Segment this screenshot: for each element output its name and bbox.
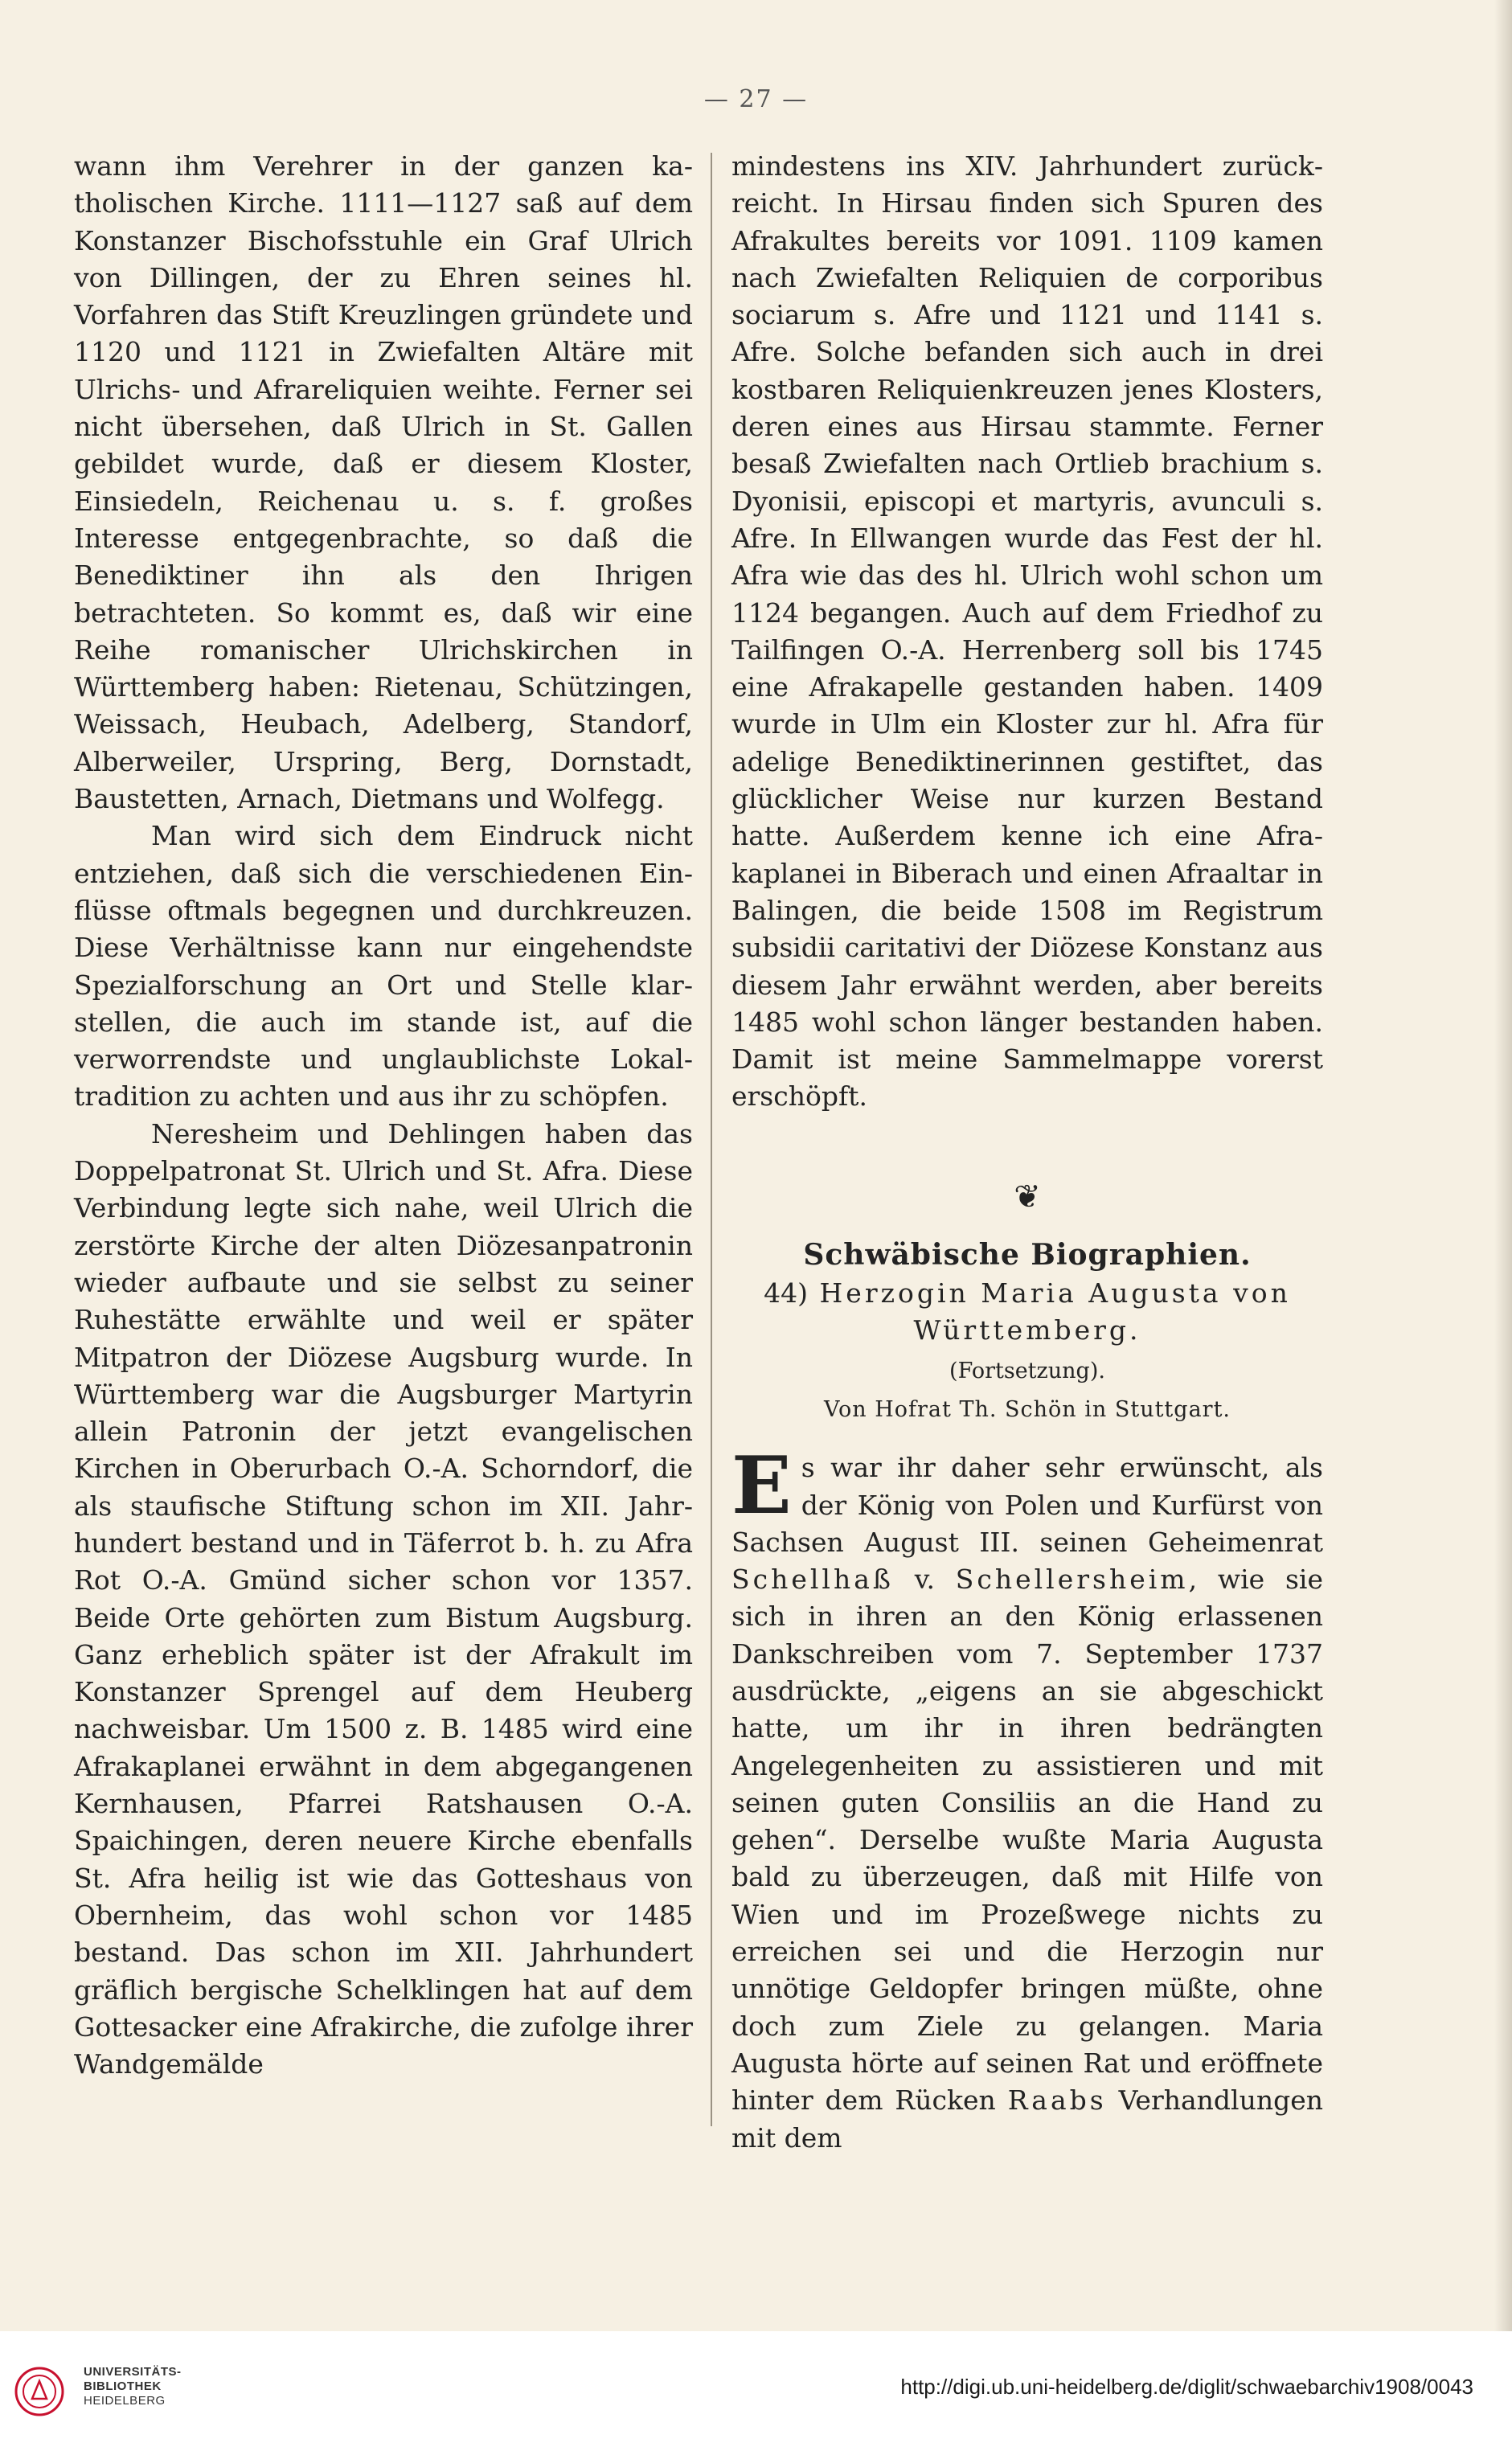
body-text: s war ihr daher sehr erwünscht, als der König von Polen und Kurfürst von Sachsen August III. seinen Geheimenrat xyxy=(731,1452,1323,1558)
left-column xyxy=(74,148,693,2083)
spaced-name: Schellhaß xyxy=(731,1564,894,1596)
fleuron-ornament-icon: ❦ xyxy=(1014,1178,1041,1215)
spaced-name: Raabs xyxy=(1007,2084,1107,2117)
body-text: , wie sie sich in ihren an den König erlassenen Dankschreiben vom 7. September 1737 ausdrückte, „eigens an sie abgeschickt hatte, um ihr in ihren bedrängten Angelegenheiten zu assistieren und mit seinen guten Consiliis an die Hand zu gehen“. Derselbe wußte Maria Augusta bald zu überzeugen, daß mit Hilfe von Wien und im Prozeßwege nichts zu erreichen sei und die Herzogin nur unnötige Geldopfer bringen müßte, ohne doch zum Ziele zu gelangen. Maria Augusta hörte auf seinen Rat und eröffnete hinter dem Rücken xyxy=(731,1564,1323,2117)
paragraph: Man wird sich dem Eindruck nicht entziehen, daß sich die verschiedenen Einflüsse oftmals begegnen und durchkreuzen. Diese Verhältnisse kann nur eingehendste Spezialforschung an Ort und Stelle klarstellen, die auch im stande ist, auf die verworrendste und unglaublichste Lokaltradition zu achten und aus ihr zu schöpfen. xyxy=(74,820,693,1113)
digitization-footer xyxy=(0,2331,1512,2451)
article-body xyxy=(731,1440,1323,2157)
column-divider xyxy=(711,153,712,2126)
source-url-link[interactable]: http://digi.ub.uni-heidelberg.de/diglit/schwaebarchiv1908/0043 xyxy=(900,2375,1473,2399)
body-text: v. xyxy=(893,1564,956,1596)
paragraph: mindestens ins XIV. Jahrhundert zurückreicht. In Hirsau finden sich Spuren des Afrakultes bereits vor 1091. 1109 kamen nach Zwiefalten Reliquien de corporibus sociarum s. Afre und 1121 und 1141 s. Afre. Solche befanden sich auch in drei kostbaren Reliquienkreuzen jenes Klosters, deren eines aus Hirsau stammte. Ferner besaß Zwiefalten nach Ortlieb brachium s. Dyonisii, episcopi et martyris, avunculi s. Afre. In Ellwangen wurde das Fest der hl. Afra wie das des hl. Ulrich wohl schon um 1124 begangen. Auch auf dem Friedhof zu Tailfingen O.-A. Herrenberg soll bis 1745 eine Afrakapelle gestanden haben. 1409 wurde in Ulm ein Kloster zur hl. Afra für adelige Benediktinerinnen gestiftet, das glücklicher Weise nur kurzen Bestand hatte. Außerdem kenne ich eine Afrakaplanei in Biberach und einen Afraaltar in Balingen, die beide 1508 im Registrum subsidii caritativi der Diözese Konstanz aus diesem Jahr erwähnt werden, aber bereits 1485 wohl schon länger bestanden haben. Damit ist meine Sammelmappe vorerst erschöpft. xyxy=(731,150,1323,1113)
article-number: 44) xyxy=(764,1277,809,1310)
drop-cap: E xyxy=(731,1440,792,1533)
right-column xyxy=(731,148,1323,2157)
paragraph: wann ihm Verehrer in der ganzen katholischen Kirche. 1111—1127 saß auf dem Konstanzer Bischofsstuhle ein Graf Ulrich von Dillingen, der zu Ehren seines hl. Vorfahren das Stift Kreuzlingen gründete und 1120 und 1121 in Zwiefalten Altäre mit Ulrichs- und Afrareliquien weihte. Ferner sei nicht übersehen, daß Ulrich in St. Gallen gebildet wurde, daß er diesem Kloster, Einsiedeln, Reichenau u. s. f. großes Interesse entgegenbrachte, so daß die Benediktiner ihn als den Ihrigen betrachteten. So kommt es, daß wir eine Reihe romanischer Ulrichskirchen in Württemberg haben: Rietenau, Schützingen, Weissach, Heubach, Adelberg, Standorf, Alberweiler, Urspring, Berg, Dornstadt, Baustetten, Arnach, Dietmans und Wolfegg. xyxy=(74,150,693,815)
library-name xyxy=(84,2365,182,2408)
spaced-name: Schellersheim xyxy=(955,1564,1189,1596)
article-title: Herzogin Maria Augusta von Württemberg. xyxy=(819,1277,1291,1346)
paragraph: Neresheim und Dehlingen haben das Doppelpatronat St. Ulrich und St. Afra. Diese Verbindung legte sich nahe, weil Ulrich die zerstörte Kirche der alten Diözesanpatronin wieder aufbaute und sie selbst zu seiner Ruhestätte erwählte und weil er später Mitpatron der Diözese Augsburg wurde. In Württemberg war die Augsburger Martyrin allein Patronin der jetzt evangelischen Kirchen in Oberurbach O.-A. Schorndorf, die als staufische Stiftung schon im XII. Jahrhundert bestand und in Täferrot b. h. zu Afra Rot O.-A. Gmünd sicher schon vor 1357. Beide Orte gehörten zum Bistum Augsburg. Ganz erheblich später ist der Afrakult im Konstanzer Sprengel auf dem Heuberg nachweisbar. Um 1500 z. B. 1485 wird eine Afrakaplanei erwähnt in dem abgegangenen Kernhausen, Pfarrei Ratshausen O.-A. Spaichingen, deren neuere Kirche ebenfalls St. Afra heilig ist wie das Gotteshaus von Obernheim, das wohl schon vor 1485 bestand. Das schon im XII. Jahrhundert gräflich bergische Schelklingen hat auf dem Gottesacker eine Afrakirche, die zufolge ihrer Wandgemälde xyxy=(74,1117,693,2080)
page-number: — 27 — xyxy=(703,85,809,113)
section-title: Schwäbische Biographien. xyxy=(803,1237,1252,1272)
article-subtitle: (Fortsetzung). xyxy=(949,1358,1105,1383)
article-byline: Von Hofrat Th. Schön in Stuttgart. xyxy=(823,1396,1231,1422)
library-line: UNIVERSITÄTS- xyxy=(84,2365,182,2379)
university-seal-icon xyxy=(14,2367,64,2416)
library-line: HEIDELBERG xyxy=(84,2394,166,2408)
body-text: Verhandlungen mit dem xyxy=(731,2084,1323,2154)
library-line: BIBLIOTHEK xyxy=(84,2379,162,2393)
article-heading xyxy=(731,1275,1323,1350)
